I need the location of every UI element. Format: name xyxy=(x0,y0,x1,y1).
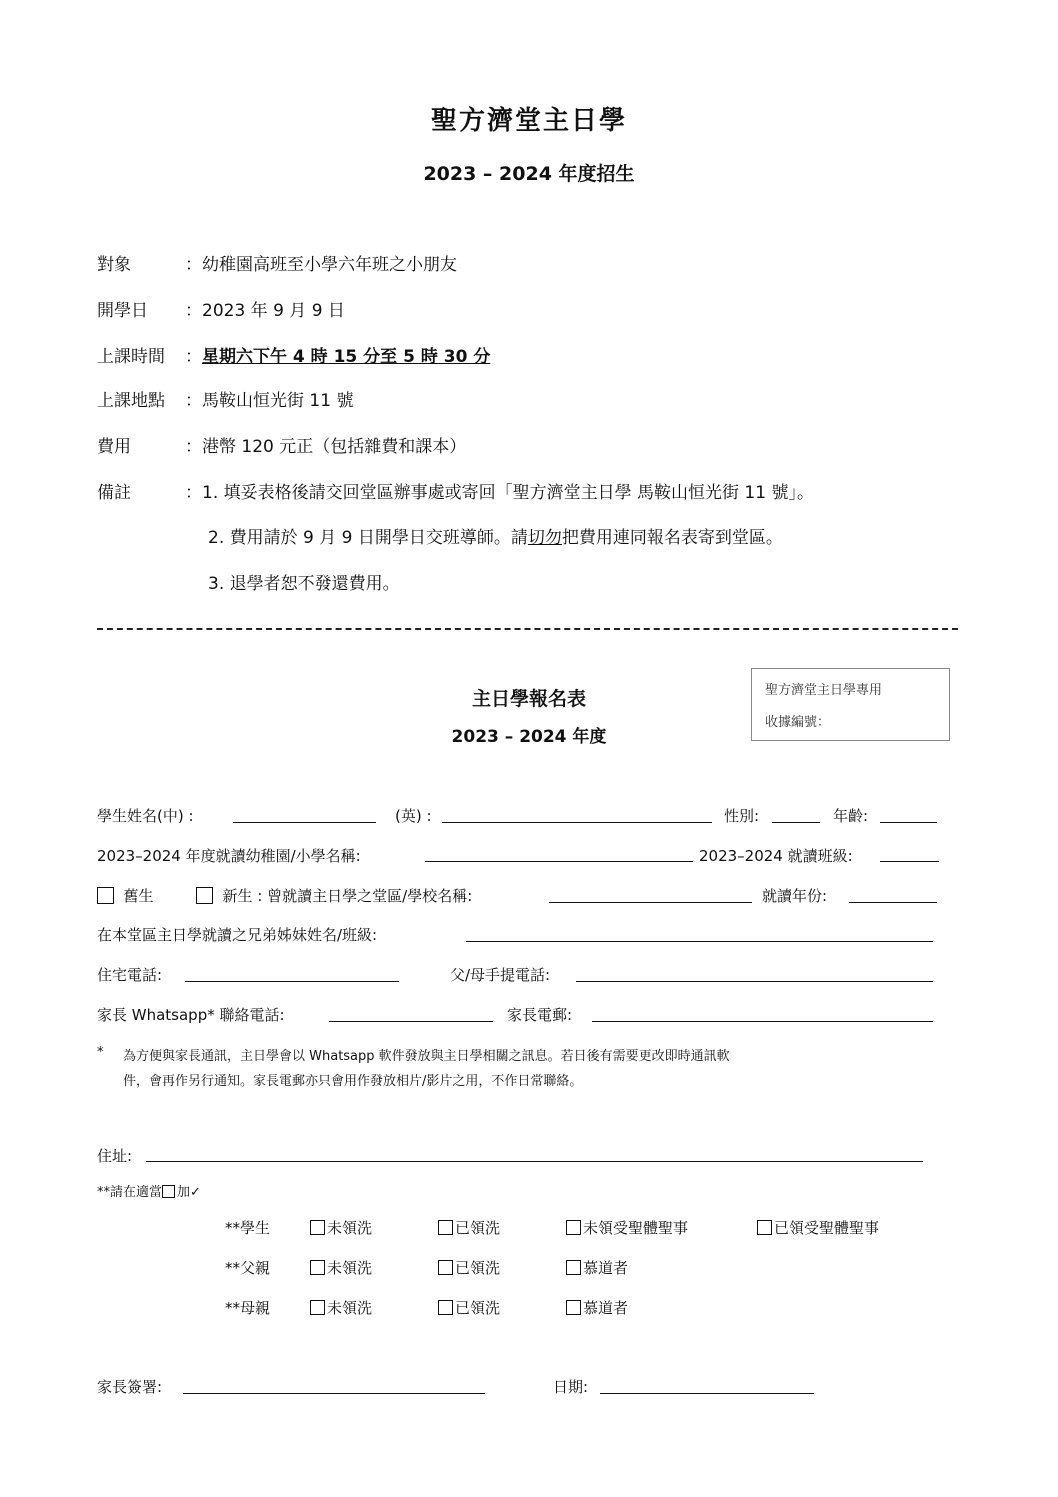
option-label: 未領洗 xyxy=(327,1259,373,1277)
time-label: 上課時間 xyxy=(97,347,165,367)
option-label: 未領受聖體聖事 xyxy=(583,1219,689,1237)
father-row-label: **父親 xyxy=(225,1259,271,1277)
signature-label: 家長簽署: xyxy=(97,1378,163,1396)
class-field[interactable] xyxy=(880,861,939,862)
home-phone-field[interactable] xyxy=(185,981,399,982)
mother-row-label: **母親 xyxy=(225,1299,271,1317)
mother-seeker-option[interactable] xyxy=(566,1297,628,1318)
tick-instruction-text-a: **請在適當 xyxy=(97,1185,163,1200)
checkbox[interactable] xyxy=(310,1260,325,1275)
whatsapp-label: 家長 Whatsapp* 聯絡電話: xyxy=(97,1006,285,1024)
student-communion-option[interactable] xyxy=(757,1217,879,1238)
email-label: 家長電郵: xyxy=(507,1006,573,1024)
date-label: 日期: xyxy=(553,1378,589,1396)
target-value: ：幼稚園高班至小學六年班之小朋友 xyxy=(185,255,457,275)
note-2-emphasis: 切勿 xyxy=(527,528,562,548)
checkbox[interactable] xyxy=(757,1220,772,1235)
mother-unbaptized-option[interactable] xyxy=(310,1297,372,1318)
time-colon: ： xyxy=(185,347,202,367)
new-student-label: 新生 : 曾就讀主日學之堂區/學校名稱: xyxy=(222,887,473,905)
page-subtitle: 2023 – 2024 年度招生 xyxy=(423,163,635,185)
age-field[interactable] xyxy=(880,822,937,823)
home-phone-label: 住宅電話: xyxy=(97,966,163,984)
address-label: 住址: xyxy=(97,1147,133,1165)
father-unbaptized-option[interactable] xyxy=(310,1257,372,1278)
target-label: 對象 xyxy=(97,255,131,275)
footnote-line-1: 為方便與家長通訊，主日學會以 Whatsapp 軟件發放與主日學相關之訊息。若日後有需要更改即時通訊軟 xyxy=(123,1049,730,1064)
note-2-text-a: 2. 費用請於 9 月 9 日開學日交班導師。請 xyxy=(208,528,528,548)
time-row xyxy=(185,342,490,367)
tick-instruction xyxy=(97,1181,201,1200)
checkbox[interactable] xyxy=(310,1220,325,1235)
cut-line xyxy=(97,628,958,630)
old-student-option[interactable] xyxy=(97,885,154,906)
signature-field[interactable] xyxy=(183,1393,485,1394)
receipt-number-label: 收據編號： xyxy=(765,715,831,730)
note-1: ：1. 填妥表格後請交回堂區辦事處或寄回「聖方濟堂主日學 馬鞍山恒光街 11 號」。 xyxy=(185,483,814,503)
student-no-communion-option[interactable] xyxy=(566,1217,688,1238)
name-en-label: (英) : xyxy=(395,807,432,825)
page-title: 聖方濟堂主日學 xyxy=(430,106,627,136)
student-baptized-option[interactable] xyxy=(438,1217,500,1238)
school-label: 2023–2024 年度就讀幼稚園/小學名稱: xyxy=(97,847,361,865)
mobile-label: 父/母手提電話: xyxy=(450,966,551,984)
new-student-option[interactable] xyxy=(196,885,472,906)
gender-field[interactable] xyxy=(772,822,820,823)
old-student-label: 舊生 xyxy=(123,887,154,905)
place-value: ：馬鞍山恒光街 11 號 xyxy=(185,391,354,411)
checkbox[interactable] xyxy=(566,1300,581,1315)
years-field[interactable] xyxy=(849,902,937,903)
fee-label: 費用 xyxy=(97,437,131,457)
checkbox[interactable] xyxy=(438,1260,453,1275)
school-field[interactable] xyxy=(425,861,693,862)
option-label: 已領洗 xyxy=(455,1259,501,1277)
note-3: 3. 退學者恕不發還費用。 xyxy=(208,574,400,594)
student-row-label: **學生 xyxy=(225,1219,271,1237)
option-label: 未領洗 xyxy=(327,1299,373,1317)
form-title: 主日學報名表 xyxy=(471,688,586,710)
sample-checkbox-icon xyxy=(162,1185,175,1198)
note-2-text-b: 把費用連同報名表寄到堂區。 xyxy=(561,528,783,548)
father-seeker-option[interactable] xyxy=(566,1257,628,1278)
option-label: 已領受聖體聖事 xyxy=(774,1219,880,1237)
option-label: 慕道者 xyxy=(583,1299,629,1317)
option-label: 已領洗 xyxy=(455,1219,501,1237)
footnote-mark: * xyxy=(97,1045,104,1060)
age-label: 年齡: xyxy=(833,807,869,825)
siblings-label: 在本堂區主日學就讀之兄弟姊妹姓名/班級: xyxy=(97,926,378,944)
footnote-line-2: 件，會再作另行通知。家長電郵亦只會用作發放相片/影片之用，不作日常聯絡。 xyxy=(123,1074,583,1089)
name-cn-label: 學生姓名(中) : xyxy=(97,807,194,825)
old-student-checkbox[interactable] xyxy=(97,887,114,904)
mobile-field[interactable] xyxy=(576,981,933,982)
checkbox[interactable] xyxy=(438,1300,453,1315)
start-label: 開學日 xyxy=(97,301,148,321)
siblings-field[interactable] xyxy=(466,941,933,942)
checkbox[interactable] xyxy=(566,1260,581,1275)
gender-label: 性別: xyxy=(724,807,760,825)
class-label: 2023–2024 就讀班級: xyxy=(699,847,853,865)
checkbox[interactable] xyxy=(438,1220,453,1235)
option-label: 已領洗 xyxy=(455,1299,501,1317)
fee-value: ：港幣 120 元正（包括雜費和課本） xyxy=(185,437,467,457)
option-label: 未領洗 xyxy=(327,1219,373,1237)
tick-instruction-text-b: 加✓ xyxy=(177,1185,201,1200)
checkbox[interactable] xyxy=(566,1220,581,1235)
place-label: 上課地點 xyxy=(97,391,165,411)
official-use-title: 聖方濟堂主日學專用 xyxy=(765,683,883,698)
notes-label: 備註 xyxy=(97,483,131,503)
option-label: 慕道者 xyxy=(583,1259,629,1277)
years-label: 就讀年份: xyxy=(762,887,828,905)
father-baptized-option[interactable] xyxy=(438,1257,500,1278)
mother-baptized-option[interactable] xyxy=(438,1297,500,1318)
new-student-checkbox[interactable] xyxy=(196,887,213,904)
date-field[interactable] xyxy=(600,1393,814,1394)
name-en-field[interactable] xyxy=(442,822,712,823)
name-cn-field[interactable] xyxy=(233,822,376,823)
email-field[interactable] xyxy=(592,1021,933,1022)
checkbox[interactable] xyxy=(310,1300,325,1315)
note-2 xyxy=(208,523,783,548)
start-value: ：2023 年 9 月 9 日 xyxy=(185,301,345,321)
whatsapp-field[interactable] xyxy=(329,1021,493,1022)
address-field[interactable] xyxy=(146,1161,923,1162)
previous-parish-field[interactable] xyxy=(549,902,752,903)
student-unbaptized-option[interactable] xyxy=(310,1217,372,1238)
time-value: 星期六下午 4 時 15 分至 5 時 30 分 xyxy=(202,347,491,367)
form-year: 2023 – 2024 年度 xyxy=(451,727,607,747)
